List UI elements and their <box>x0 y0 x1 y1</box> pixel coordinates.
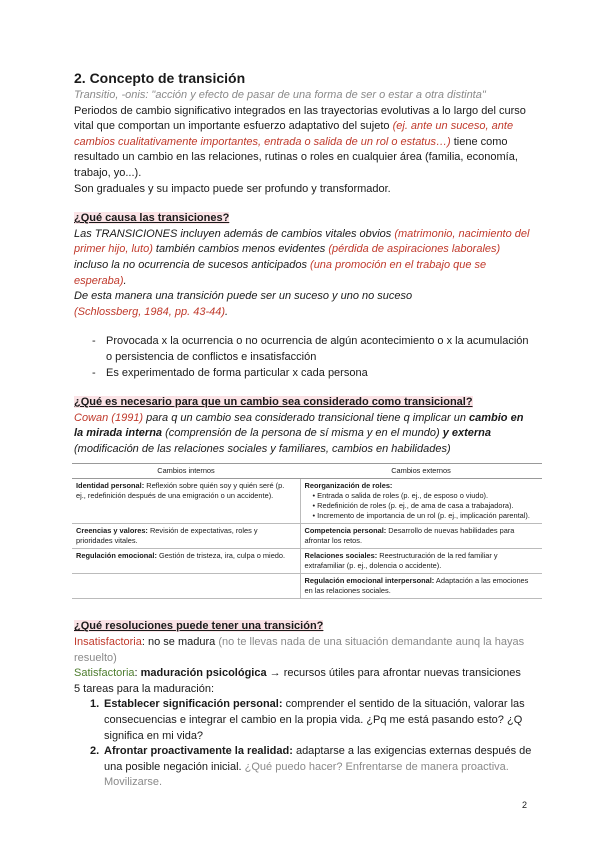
roles-list <box>305 491 539 521</box>
necessary-text-2: (comprensión de la persona de sí misma y en el mundo) <box>162 427 443 440</box>
causes-text-4: . <box>123 274 127 287</box>
necessary-heading <box>74 395 534 411</box>
cell-label: Reorganización de roles: <box>304 481 393 491</box>
task-number: 2. <box>90 745 100 758</box>
causes-line-2: De esta manera una transición puede ser un suceso y uno no suceso <box>74 290 413 303</box>
causes-heading-text: ¿Qué causa las transiciones? <box>74 212 230 225</box>
task-title: Afrontar proactivamente la realidad: <box>104 745 293 758</box>
table-cell <box>72 549 300 574</box>
citation-cowan: Cowan (1991) <box>74 411 144 424</box>
causes-text-1: Las TRANSICIONES incluyen además de cambios vitales obvios <box>74 227 395 240</box>
causes-citation <box>74 305 534 321</box>
causes-heading <box>74 211 534 227</box>
table-row <box>72 574 542 599</box>
definition-line-2: Son graduales y su impacto puede ser profundo y transformador. <box>74 182 391 195</box>
list-item <box>90 744 534 791</box>
necessary-bold-1: cambio en la mirada interna <box>74 411 524 440</box>
table-cell <box>300 524 542 549</box>
necessary-bold-2: y externa <box>442 427 491 440</box>
unsatisfactory-label: Insatisfactoria <box>74 636 142 649</box>
satisfactory-bold: maduración psicológica <box>140 667 267 680</box>
list-item <box>90 697 534 744</box>
task-title: Establecer significación personal: <box>104 698 283 711</box>
tasks-intro: 5 tareas para la maduración: <box>74 682 215 695</box>
cell-text: Reflexión sobre quién soy y quién seré (p. ej., redefinición después de una emigración o un accidente). <box>76 481 285 501</box>
unsatisfactory-note: (no te llevas nada de una situación demandante aunq la hayas resuelto) <box>74 636 525 664</box>
resolution-satisfactory <box>74 666 534 682</box>
table-cell <box>72 479 300 524</box>
cell-text: Reestructuración de la red familiar y extrafamiliar (p. ej., dolencia o accidente). <box>304 551 498 571</box>
resolution-unsatisfactory <box>74 635 534 666</box>
cell-label: Regulación emocional interpersonal: <box>304 576 435 586</box>
task-text: adaptarse a las exigencias externas después de una posible negación inicial. <box>104 745 532 773</box>
task-number: 1. <box>90 698 100 711</box>
list-item: - Provocada x la ocurrencia o no ocurrencia de algún acontecimiento o x la acumulación o persistencia de conflictos e insatisfacción <box>92 334 534 365</box>
table-row <box>72 524 542 549</box>
maturation-tasks <box>90 697 534 791</box>
table-row <box>72 479 542 524</box>
cell-label: Regulación emocional: <box>76 551 157 561</box>
task-note: ¿Qué puedo hacer? Enfrentarse de manera proactiva. Movilizarse. <box>104 760 509 789</box>
satisfactory-label: Satisfactoria <box>74 667 135 680</box>
page-number: 2 <box>522 800 528 810</box>
section-title: 2. Concepto de transición <box>74 70 246 86</box>
table-header-internal: Cambios internos <box>72 464 300 479</box>
citation-end: . <box>225 305 229 318</box>
cell-text: Desarrollo de nuevas habilidades para afrontar los retos. <box>304 526 515 546</box>
task-text: comprender el sentido de la situación, valorar las consecuencias e integrar el cambio en la propia vida. <box>104 698 525 727</box>
cell-label: Competencia personal: <box>304 526 387 536</box>
list-item: • Incremento de importancia de un rol (p. ej., implicación parental). <box>313 511 539 521</box>
causes-text-3: incluso la no ocurrencia de sucesos anticipados <box>74 258 311 271</box>
cell-text: Revisión de expectativas, roles y prioridades vitales. <box>76 526 258 546</box>
causes-text-2: también cambios menos evidentes <box>152 243 329 256</box>
causes-example-1: (matrimonio, nacimiento del primer hijo, luto) <box>74 227 530 256</box>
resolutions-heading-text: ¿Qué resoluciones puede tener una transición? <box>74 620 324 633</box>
table-cell <box>300 479 542 524</box>
satisfactory-rest: → recursos útiles para afrontar nuevas transiciones <box>266 667 521 680</box>
cell-label: Relaciones sociales: <box>304 551 378 561</box>
table-cell <box>300 574 542 599</box>
etymology: Transitio, -onis: "acción y efecto de pasar de una forma de ser o estar a otra distinta" <box>74 89 486 101</box>
cell-label: Creencias y valores: <box>76 526 148 536</box>
cell-text: Adaptación a las emociones en las relaciones sociales. <box>304 576 529 596</box>
table-row <box>72 549 542 574</box>
table-header-external: Cambios externos <box>300 464 542 479</box>
causes-example-2: (pérdida de aspiraciones laborales) <box>328 243 501 256</box>
definition-text-2: tiene como resultado un cambio en las relaciones, rutinas o roles en cualquier área (familia, economía, trabajo, yo...). <box>74 135 518 179</box>
cell-text: Gestión de tristeza, ira, culpa o miedo. <box>156 551 286 561</box>
task-note: ¿Pq me está pasando esto? ¿Q significa en mi vida? <box>104 714 523 742</box>
cell-label: Identidad personal: <box>76 481 145 491</box>
table-cell <box>300 549 542 574</box>
necessary-text-3: (modificación de las relaciones sociales y familiares, cambios en habilidades) <box>74 442 451 455</box>
satisfactory-text: : <box>134 667 141 680</box>
table-cell-empty <box>72 574 300 599</box>
table-cell <box>72 524 300 549</box>
definition-paragraph <box>74 104 534 182</box>
list-item: • Redefinición de roles (p. ej., de ama de casa a trabajadora). <box>313 501 539 511</box>
citation-schlossberg: (Schlossberg, 1984, pp. 43-44) <box>74 305 226 318</box>
necessary-heading-text: ¿Qué es necesario para que un cambio sea considerado como transicional? <box>74 396 473 409</box>
unsatisfactory-text: : no se madura <box>141 636 219 649</box>
necessary-paragraph <box>74 411 534 458</box>
list-item: • Entrada o salida de roles (p. ej., de esposo o viudo). <box>313 491 539 501</box>
list-item: - Es experimentado de forma particular x cada persona <box>92 366 534 382</box>
causes-example-3: (una promoción en el trabajo que se esperaba) <box>74 258 487 287</box>
changes-table <box>72 463 542 599</box>
transition-bullets <box>74 334 534 381</box>
document-page <box>74 70 534 791</box>
necessary-text-1: para q un cambio sea considerado transicional tiene q implicar un <box>143 411 470 424</box>
resolutions-heading <box>74 619 534 635</box>
definition-example: (ej. ante un suceso, ante cambios cualitativamente importantes, entrada o salida de un rol o estatus…) <box>74 120 514 148</box>
causes-paragraph <box>74 227 534 289</box>
definition-text: Periodos de cambio significativo integrados en las trayectorias evolutivas a lo largo del curso vital que comportan un importante esfuerzo adaptativo del sujeto <box>74 104 526 133</box>
